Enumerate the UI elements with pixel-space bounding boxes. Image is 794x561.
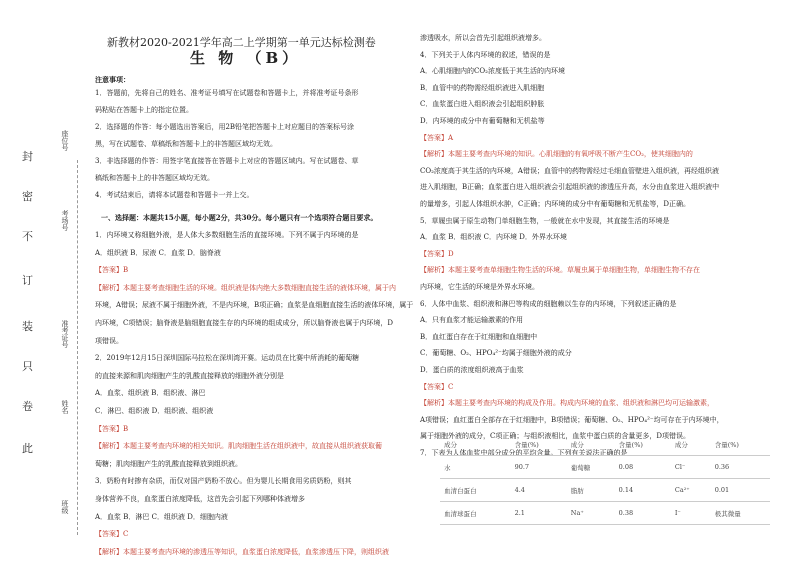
question-line: C．淋巴、组织液 D．组织液、组织液 [95, 407, 214, 415]
table-row [440, 502, 770, 525]
question-line: 的直接来源和肌肉细胞产生的乳酸直接释放的细胞外液分别是 [95, 371, 284, 380]
question-line: 【解析】本题主要考查内环境的知识。心肌细胞的有氧呼吸不断产生CO₂，使其细胞内的 [420, 150, 693, 159]
question-line: 【答案】B [95, 424, 129, 433]
table-cell: 4.4 [511, 479, 567, 502]
notice-line: 稿纸和答题卡上的非答题区域均无效。 [95, 174, 214, 182]
seal-char: 不 [22, 230, 33, 243]
table-cell: 水 [440, 456, 511, 479]
question-line: 【解析】本题主要考查内环境的相关知识。肌肉细胞生活在组织液中，故直接从组织液获取葡 [95, 442, 382, 451]
table-cell: 葡萄糖 [567, 456, 615, 479]
question-line: A．血浆、组织液 B．组织液、淋巴 [95, 389, 206, 398]
notice-line: 2．选择题的作答：每小题选出答案后，用2B铅笔把答题卡上对应题目的答案标号涂 [95, 123, 355, 131]
table-cell: 含量(%) [615, 433, 671, 456]
seal-char: 卷 [22, 400, 33, 413]
question-line: 内环境，它生活的环境是外界水环境。 [420, 283, 539, 291]
question-line: 【答案】A [420, 133, 454, 142]
table-cell: 0.38 [615, 502, 671, 525]
section-heading: 一、选择题：本题共15小题，每小题2分，共30分。每小题只有一个选项符合题目要求。 [101, 213, 378, 222]
question-line: 属于细胞外液的成分，C项正确；与组织液相比，血浆中蛋白质的含量更多，D项错误。 [420, 432, 690, 441]
seal-char: 装 [22, 320, 33, 333]
question-line: 项错误。 [95, 336, 123, 345]
seal-char: 密 [22, 190, 33, 203]
table-cell: 成分 [440, 433, 511, 456]
question-line: 内环境，C项错误；脑脊液是脑细胞直接生存的内环境的组成成分，所以脑脊液也属于内环境，D [95, 319, 393, 327]
question-line: A．血浆 B．淋巴 C．组织液 D．细胞内液 [95, 512, 228, 521]
table-cell: 成分 [567, 433, 615, 456]
question-line: CO₂浓度高于其生活的内环境，A错误；血管中的药物需经过毛细血管壁进入组织液，再经组织液 [420, 166, 719, 175]
question-line: 5．草履虫属于原生动物门单细胞生物，一般就在水中发现，其直接生活的环境是 [420, 216, 670, 225]
table-cell: 0.08 [615, 456, 671, 479]
table-cell: Cl⁻ [671, 456, 711, 479]
subject-title: 生 物 （B） [190, 49, 302, 67]
table-cell: 成分 [671, 433, 711, 456]
question-line: 4．下列关于人体内环境的叙述，错误的是 [420, 50, 551, 59]
plasma-composition-table [440, 433, 770, 525]
seat-number-label: 座位号 [61, 130, 69, 151]
question-line: 1．内环境又称细胞外液，是人体大多数细胞生活的直接环境。下列不属于内环境的是 [95, 231, 359, 239]
question-line: A．只有血浆才能运输激素的作用 [420, 316, 524, 325]
notice-heading: 注意事项： [95, 75, 130, 84]
notice-line: 码粘贴在答题卡上的指定位置。 [95, 106, 193, 114]
question-line: 身体营养不良，血浆蛋白浓度降低，这首先会引起下列哪种体液增多 [95, 495, 305, 503]
notice-line: 黑，写在试题卷、草稿纸和答题卡上的非答题区域均无效。 [95, 140, 277, 148]
question-line: 6．人体中血浆、组织液和淋巴等构成的细胞赖以生存的内环境，下列叙述正确的是 [420, 299, 677, 308]
question-line: A项错误；血红蛋白全部存在于红细胞中，B项错误；葡萄糖、O₂、HPO₄²⁻均可存在于内环境中， [420, 415, 724, 424]
notice-line: 1．答题前，先将自己的姓名、准考证号填写在试题卷和答题卡上，并将准考证号条形 [95, 89, 359, 97]
question-line: 【答案】C [420, 382, 454, 391]
question-line: A．血浆 B．组织液 C．内环境 D．外界水环境 [420, 233, 567, 242]
table-cell: 血清球蛋白 [440, 502, 511, 525]
question-line: 【解析】本题主要考查细胞生活的环境。组织液是体内绝大多数细胞直接生活的液体环境，属于内 [95, 283, 396, 292]
seal-char: 只 [22, 360, 33, 373]
notice-line: 3．非选择题的作答：用签字笔直接答在答题卡上对应的答题区域内。写在试题卷、草 [95, 157, 359, 165]
binding-margin [0, 0, 90, 561]
exam-room-label: 考场号 [61, 210, 69, 231]
question-line: 【解析】本题主要考查内环境的渗透压等知识，血浆蛋白浓度降低，血浆渗透压下降，则组织液 [95, 547, 389, 556]
table-cell: I⁻ [671, 502, 711, 525]
question-line: A．组织液 B．尿液 C．血浆 D．脑脊液 [95, 248, 221, 257]
question-line: D．蛋白质的浓度组织液高于血浆 [420, 366, 524, 374]
table-cell: 2.1 [511, 502, 567, 525]
question-line: 【解析】本题主要考查单细胞生物生活的环境。草履虫属于单细胞生物，单细胞生物不存在 [420, 266, 700, 275]
table-cell: 血清白蛋白 [440, 479, 511, 502]
name-label: 姓名 [61, 400, 69, 414]
table-row [440, 479, 770, 502]
admission-number-label: 准考证号 [61, 320, 69, 348]
question-line: 环境，A错误；尿液不属于细胞外液，不是内环境，B项正确；血浆是血细胞直接生活的液体环境，属于 [95, 301, 414, 310]
table-cell: 脂肪 [567, 479, 615, 502]
question-line: 【答案】B [95, 266, 129, 275]
binding-dashed-line [77, 160, 78, 535]
notice-line: 4．考试结束后，请将本试题卷和答题卡一并上交。 [95, 191, 254, 199]
question-line: C．葡萄糖、O₂、HPO₄²⁻均属于细胞外液的成分 [420, 349, 572, 358]
class-label: 班级 [61, 500, 69, 514]
table-cell: 含量(%) [511, 433, 567, 456]
question-line: C．血浆蛋白进入组织液会引起组织肿胀 [420, 100, 545, 109]
seal-char: 此 [22, 442, 33, 455]
question-line: 【答案】D [420, 249, 454, 258]
table-cell: 90.7 [511, 456, 567, 479]
question-line: D．内环境的成分中有葡萄糖和无机盐等 [420, 117, 545, 125]
table-header-row [440, 433, 770, 456]
seal-char: 订 [22, 274, 33, 287]
table-cell: 极其微量 [711, 502, 770, 525]
table-cell: 0.36 [711, 456, 770, 479]
question-line: 渗透吸水，所以会首先引起组织液增多。 [420, 34, 546, 42]
question-line: 萄糖；肌肉细胞产生的乳酸直接释放到组织液。 [95, 459, 242, 468]
question-line: 2．2019年12月15日深圳国际马拉松在深圳湾开赛。运动员在比赛中所消耗的葡萄糖 [95, 354, 360, 363]
question-line: 3．奶粉有时掺有杂质，而仅对国产奶粉不放心。但为婴儿长期食用劣质奶粉，则其 [95, 477, 352, 486]
question-line: B．血红蛋白存在于红细胞和血细胞中 [420, 332, 538, 341]
table-row [440, 456, 770, 479]
question-line: 的量增多，引起人体组织水肿，C正确；内环境的成分中有葡萄糖和无机盐等，D正确。 [420, 200, 690, 208]
seal-char: 封 [22, 150, 33, 163]
table-cell: Ca²⁺ [671, 479, 711, 502]
question-line: 【解析】本题主要考查内环境的构成及作用。构成内环境的血浆、组织液和淋巴均可运输激素， [420, 399, 714, 408]
table-cell: 0.01 [711, 479, 770, 502]
question-line: 7．下表为人体血浆中部分成分的平均含量。下列有关说法正确的是 [420, 449, 628, 457]
question-line: B．血管中的药物需经组织液进入肌细胞 [420, 83, 545, 92]
table-cell: Na⁺ [567, 502, 615, 525]
question-line: 【答案】C [95, 530, 129, 539]
table-cell: 含量(%) [711, 433, 770, 456]
question-line: A．心肌细胞内的CO₂浓度低于其生活的内环境 [420, 67, 565, 76]
question-line: 进入肌细胞，B正确；血浆蛋白进入组织液会引起组织液的渗透压升高，水分由血浆进入组织液中 [420, 183, 720, 192]
table-cell: 0.14 [615, 479, 671, 502]
exam-title: 新教材2020-2021学年高二上学期第一单元达标检测卷 [107, 36, 376, 49]
